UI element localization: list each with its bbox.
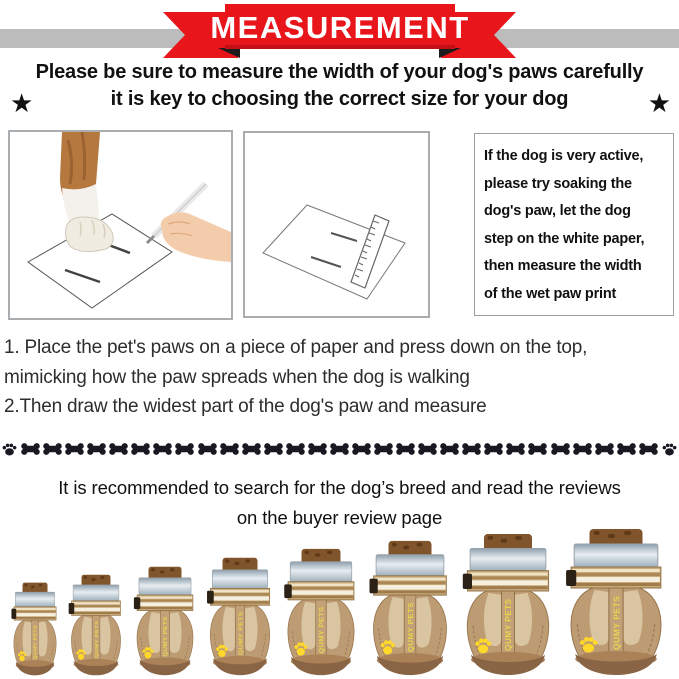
paw-tracing-illustration-box	[8, 130, 233, 320]
tip-line: If the dog is very active,	[484, 148, 644, 164]
instruction-line: 2.Then draw the widest part of the dog's paw and measure	[4, 396, 487, 417]
headline-line1: Please be sure to measure the width of your dog's paws carefully	[35, 61, 644, 83]
bone-icon	[417, 442, 438, 456]
dog-boot-size-5	[282, 548, 360, 676]
bone-icon	[64, 442, 85, 456]
recommendation-line2: on the buyer review page	[236, 507, 443, 528]
bone-icon	[152, 442, 173, 456]
bone-icon	[572, 442, 593, 456]
dog-boot-size-4	[205, 557, 275, 676]
bone-icon	[130, 442, 151, 456]
tip-line: then measure the width	[484, 258, 642, 274]
bone-icon	[174, 442, 195, 456]
bone-icon	[197, 442, 218, 456]
dog-boot-size-7	[460, 533, 556, 676]
bone-icon	[439, 442, 460, 456]
tip-line: of the wet paw print	[484, 285, 617, 302]
bone-icon	[373, 442, 394, 456]
recommendation-line1: It is recommended to search for the dog’s breed and read the reviews	[58, 477, 621, 498]
bone-divider	[2, 440, 677, 458]
instruction-line: mimicking how the paw spreads when the dog is walking	[4, 366, 470, 388]
paw-icon	[662, 442, 677, 457]
bone-icon	[108, 442, 129, 456]
bone-icon	[219, 442, 240, 456]
instruction-line: 1. Place the pet's paws on a piece of paper and press down on the top,	[4, 337, 588, 358]
headline	[0, 59, 679, 113]
ruler-measure-illustration	[245, 133, 428, 316]
bone-strip	[20, 442, 659, 456]
bone-icon	[550, 442, 571, 456]
dog-boot-size-8	[563, 528, 669, 676]
measurement-banner	[0, 0, 679, 64]
bone-icon	[86, 442, 107, 456]
bone-icon	[42, 442, 63, 456]
bone-icon	[241, 442, 262, 456]
tip-box	[474, 133, 674, 316]
dog-boot-size-2	[67, 574, 125, 676]
bone-icon	[263, 442, 284, 456]
star-icon: ★	[10, 88, 34, 118]
headline-line2: it is key to choosing the correct size for your dog	[110, 88, 569, 110]
recommendation	[0, 473, 679, 533]
bone-icon	[616, 442, 637, 456]
instructions	[4, 333, 587, 422]
ruler-measure-illustration-box	[243, 131, 430, 318]
bone-icon	[594, 442, 615, 456]
paw-icon	[2, 442, 17, 457]
boot-size-lineup	[0, 528, 679, 676]
bone-icon	[505, 442, 526, 456]
bone-icon	[329, 442, 350, 456]
paw-tracing-illustration	[10, 132, 231, 318]
tip-line: please try soaking the	[484, 175, 632, 192]
dog-boot-size-6	[367, 540, 453, 676]
dog-boot-size-1	[10, 582, 60, 676]
bone-icon	[527, 442, 548, 456]
bone-icon	[285, 442, 306, 456]
bone-icon	[307, 442, 328, 456]
bone-icon	[483, 442, 504, 456]
tip-line: step on the white paper,	[484, 230, 645, 247]
bone-icon	[395, 442, 416, 456]
star-icon: ★	[647, 88, 671, 118]
bone-icon	[351, 442, 372, 456]
banner-title: MEASUREMENT	[210, 10, 470, 45]
bone-icon	[638, 442, 659, 456]
bone-icon	[20, 442, 41, 456]
dog-boot-size-3	[132, 566, 198, 676]
bone-icon	[461, 442, 482, 456]
tip-line: dog's paw, let the dog	[484, 203, 631, 219]
